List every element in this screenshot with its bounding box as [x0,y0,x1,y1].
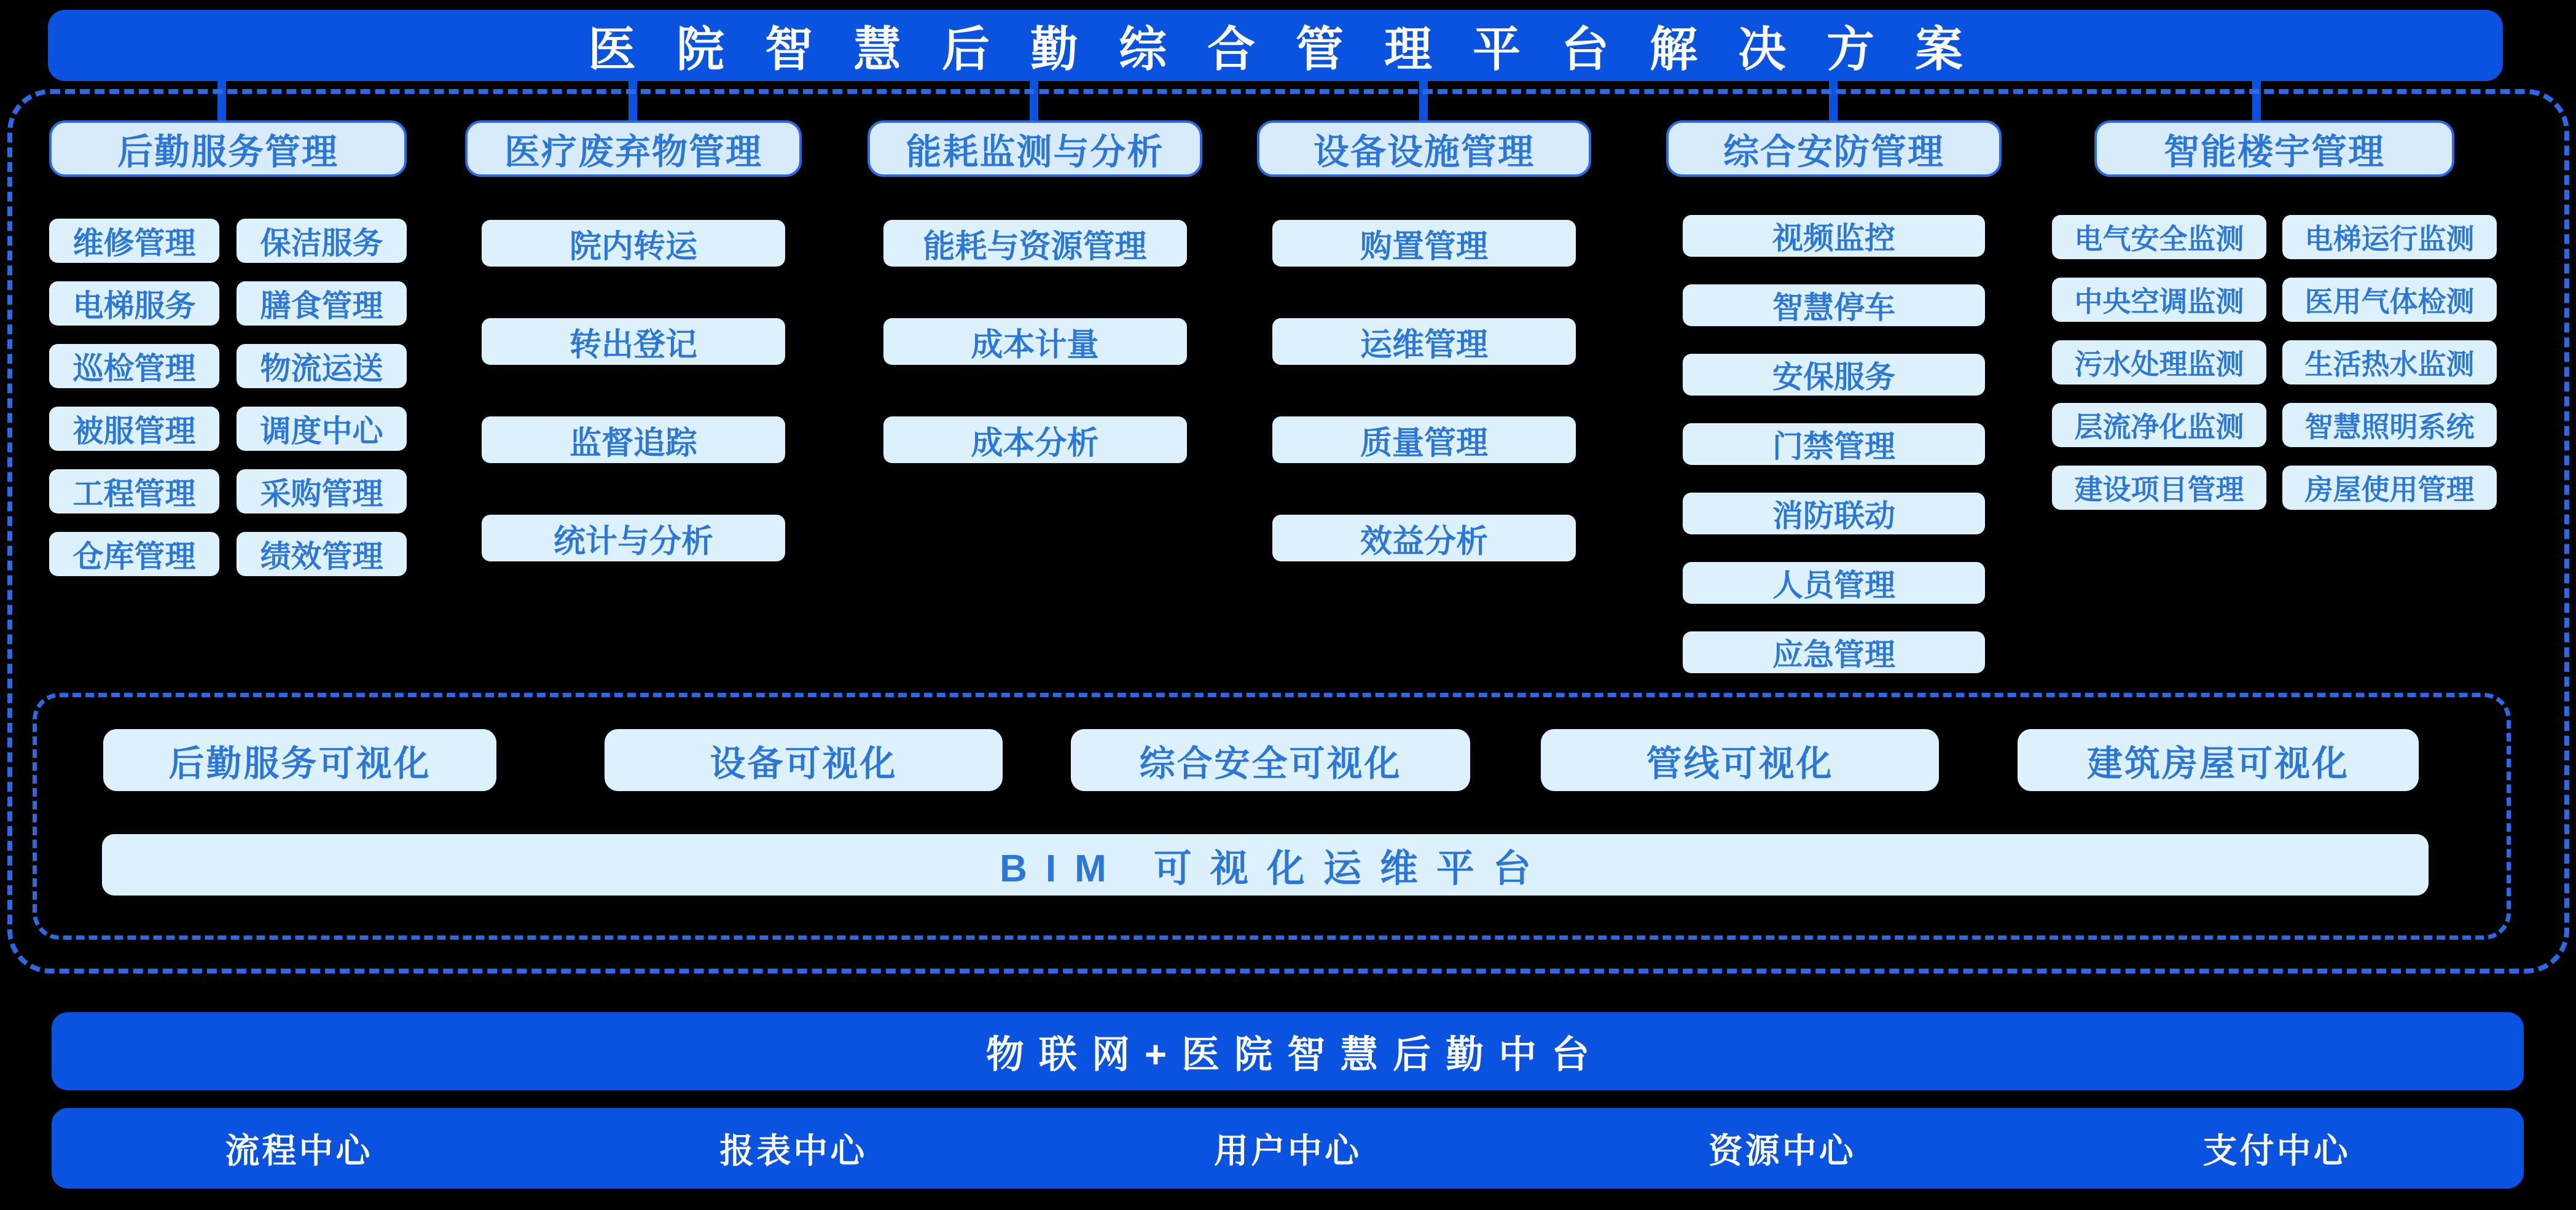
viz-box-equipment: 设备可视化 [605,729,1003,791]
module-item: 生活热水监测 [2282,340,2497,384]
module-item: 膳食管理 [237,281,407,326]
module-item: 院内转运 [482,220,785,267]
column-energy-monitoring [867,120,1202,463]
module-item: 转出登记 [482,318,785,365]
module-item: 成本计量 [883,318,1187,365]
module-item: 人员管理 [1683,562,1985,604]
module-item: 绩效管理 [237,532,407,576]
equipment-item-list [1272,220,1576,561]
viz-box-logistics-service: 后勤服务可视化 [103,729,496,791]
center-label-process: 流程中心 [225,1131,373,1170]
module-item: 调度中心 [237,407,407,451]
module-item: 成本分析 [883,416,1187,463]
smart-building-item-grid [2052,215,2497,510]
column-header-smart-building: 智能楼宇管理 [2094,120,2454,177]
center-label-resource: 资源中心 [1708,1131,1856,1170]
module-item: 物流运送 [237,344,407,388]
column-smart-building [2052,120,2497,510]
module-item: 医用气体检测 [2282,278,2497,322]
module-item: 电梯运行监测 [2282,215,2497,259]
column-equipment-facility [1257,120,1591,561]
module-item: 层流净化监测 [2052,403,2266,447]
module-item: 质量管理 [1272,416,1576,463]
module-item: 仓库管理 [49,532,219,576]
module-item: 视频监控 [1683,215,1985,257]
title-banner [48,10,2503,81]
module-item: 安保服务 [1683,354,1985,396]
center-label-user: 用户中心 [1213,1131,1361,1170]
page-title: 医院智慧后勤综合管理平台解决方案 [587,22,2003,76]
module-item: 保洁服务 [237,219,407,263]
module-item: 污水处理监测 [2052,340,2266,384]
viz-box-pipeline: 管线可视化 [1541,729,1939,791]
module-item: 运维管理 [1272,318,1576,365]
module-item: 效益分析 [1272,515,1576,561]
module-item: 采购管理 [237,469,407,513]
column-header-security: 综合安防管理 [1666,120,2002,177]
module-item: 应急管理 [1683,631,1985,673]
module-item: 门禁管理 [1683,423,1985,465]
module-item: 购置管理 [1272,220,1576,267]
module-item: 智慧照明系统 [2282,403,2497,447]
iot-platform-banner [52,1012,2524,1090]
column-header-energy-monitoring: 能耗监测与分析 [867,120,1202,177]
center-label-report: 报表中心 [719,1131,867,1170]
security-item-list [1683,215,1985,673]
module-item: 电梯服务 [49,281,219,326]
center-label-payment: 支付中心 [2202,1131,2351,1170]
column-header-medical-waste: 医疗废弃物管理 [465,120,802,177]
module-item: 维修管理 [49,219,219,263]
column-header-logistics-service: 后勤服务管理 [49,120,407,177]
iot-platform-label: 物联网+医院智慧后勤中台 [985,1034,1605,1076]
module-item: 消防联动 [1683,493,1985,534]
column-medical-waste [465,120,802,561]
module-item: 工程管理 [49,469,219,513]
column-logistics-service [49,120,407,576]
module-item: 智慧停车 [1683,284,1985,326]
medical-waste-item-list [482,220,785,561]
logistics-item-grid [49,219,407,576]
module-item: 建设项目管理 [2052,466,2266,510]
viz-box-security: 综合安全可视化 [1071,729,1470,791]
module-item: 房屋使用管理 [2282,466,2497,510]
module-item: 电气安全监测 [2052,215,2266,259]
module-item: 统计与分析 [482,515,785,561]
module-item: 能耗与资源管理 [883,220,1187,267]
module-item: 被服管理 [49,407,219,451]
column-security [1666,120,2002,673]
centers-banner [52,1108,2524,1189]
viz-box-building: 建筑房屋可视化 [2018,729,2419,791]
column-header-equipment-facility: 设备设施管理 [1257,120,1591,177]
module-item: 监督追踪 [482,416,785,463]
module-item: 中央空调监测 [2052,278,2266,322]
energy-item-list [883,220,1187,463]
module-item: 巡检管理 [49,344,219,388]
bim-platform-bar: BIM 可视化运维平台 [102,834,2429,896]
